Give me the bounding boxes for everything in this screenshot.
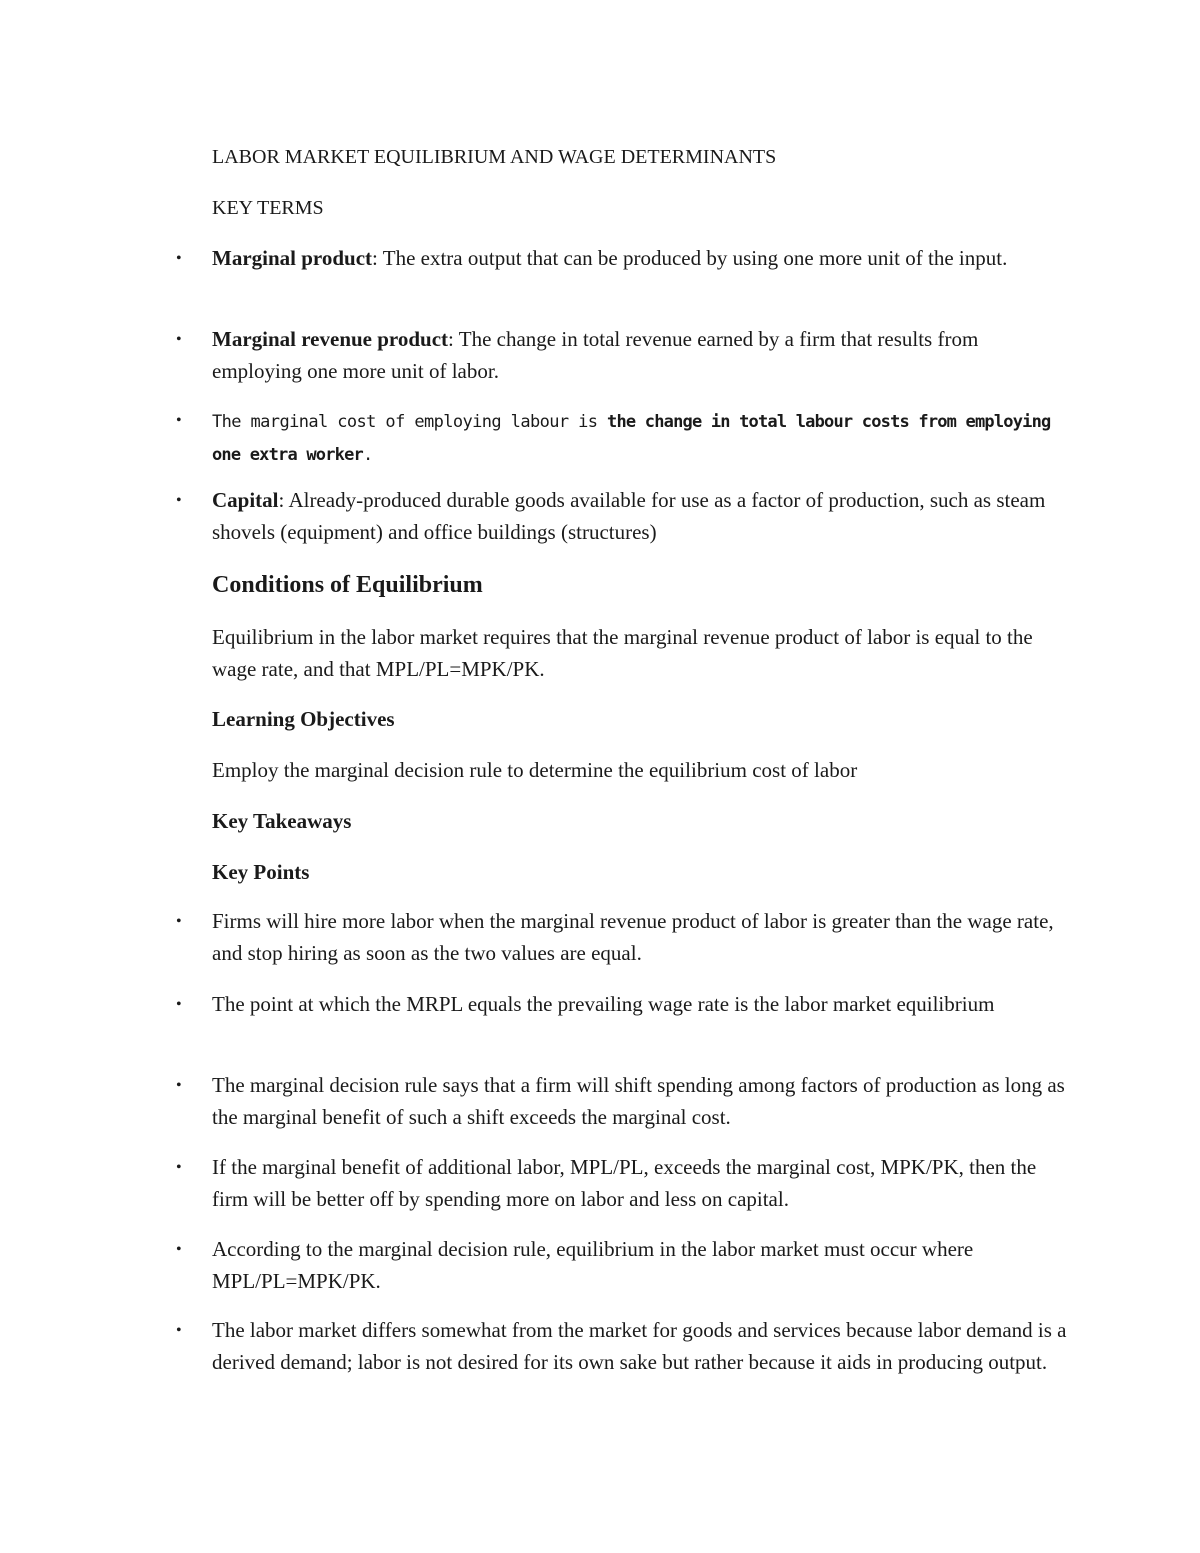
key-term-marginal-product xyxy=(212,243,1072,275)
key-point-item: The point at which the MRPL equals the prevailing wage rate is the labor market equilibrium xyxy=(212,992,995,1016)
bullet-marker: • xyxy=(176,1322,182,1339)
conditions-heading: Conditions of Equilibrium xyxy=(212,572,483,598)
bullet-marker: • xyxy=(176,492,182,509)
bullet-marker: • xyxy=(176,913,182,930)
bullet-marker: • xyxy=(176,1241,182,1258)
learning-objectives-heading: Learning Objectives xyxy=(212,707,395,731)
term-label: Marginal revenue product xyxy=(212,327,449,351)
bullet-marker: • xyxy=(176,250,182,267)
bullet-marker: • xyxy=(176,331,182,348)
term-definition: : The extra output that can be produced by using one more unit of the input. xyxy=(372,246,1008,270)
learning-objectives-text: Employ the marginal decision rule to determine the equilibrium cost of labor xyxy=(212,758,858,782)
key-point-item: The labor market differs somewhat from the market for goods and services because labor demand is a derived demand; labor is not desired for its own sake but rather because it aids in producing output. xyxy=(212,1318,1067,1374)
term-label: Marginal product xyxy=(212,246,373,270)
key-terms-heading: KEY TERMS xyxy=(212,197,324,219)
key-point-item: If the marginal benefit of additional labor, MPL/PL, exceeds the marginal cost, MPK/PK, then the firm will be better off by spending more on labor and less on capital. xyxy=(212,1155,1037,1211)
key-points-heading: Key Points xyxy=(212,860,310,884)
key-point-item: According to the marginal decision rule, equilibrium in the labor market must occur where MPL/PL=MPK/PK. xyxy=(212,1237,974,1293)
bullet-marker: • xyxy=(176,1077,182,1094)
document-title: LABOR MARKET EQUILIBRIUM AND WAGE DETERMINANTS xyxy=(212,146,777,168)
term-definition: : Already-produced durable goods available for use as a factor of production, such as steam shovels (equipment) and office buildings (structures) xyxy=(212,488,1046,544)
term-lead: The marginal cost of employing labour is xyxy=(212,412,608,432)
key-term-capital xyxy=(212,485,1072,548)
bullet-marker: • xyxy=(176,1159,182,1176)
key-takeaways-heading: Key Takeaways xyxy=(212,809,352,833)
key-term-marginal-cost-labour xyxy=(212,405,1072,471)
term-tail: . xyxy=(362,445,373,465)
bullet-marker: • xyxy=(176,996,182,1013)
bullet-marker: • xyxy=(176,412,182,429)
key-point-item: Firms will hire more labor when the marginal revenue product of labor is greater than the wage rate, and stop hiring as soon as the two values are equal. xyxy=(212,909,1054,965)
term-emphasis: the change in total labour costs from employing one extra worker xyxy=(212,412,1051,465)
key-term-marginal-revenue-product xyxy=(212,324,1072,387)
term-definition: : The change in total revenue earned by a firm that results from employing one more unit of labor. xyxy=(212,327,979,383)
key-point-item: The marginal decision rule says that a firm will shift spending among factors of production as long as the marginal benefit of such a shift exceeds the marginal cost. xyxy=(212,1073,1065,1129)
term-label: Capital xyxy=(212,488,279,512)
conditions-text: Equilibrium in the labor market requires that the marginal revenue product of labor is equal to the wage rate, and that MPL/PL=MPK/PK. xyxy=(212,625,1033,681)
